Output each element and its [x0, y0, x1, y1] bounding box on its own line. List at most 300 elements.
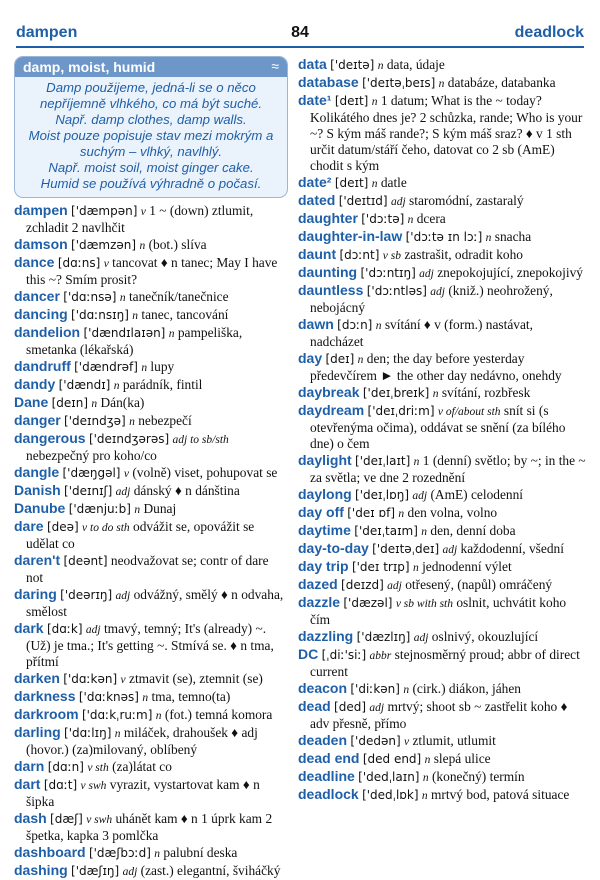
right-entry-list [298, 56, 588, 804]
entry-definition: (volně) viset, pohupovat se [132, 465, 278, 480]
entry-pronunciation: ['dæʃɪŋ] [71, 864, 120, 878]
entry-definition: parádník, fintil [122, 377, 203, 392]
entry-part-of-speech: n [168, 328, 175, 340]
entry-headword: date¹ [298, 92, 332, 108]
entry-pronunciation: ['deɪnɪʃ] [64, 484, 113, 498]
dictionary-entry [298, 768, 588, 786]
entry-headword: dauntless [298, 282, 364, 298]
dictionary-entry [14, 688, 288, 706]
left-column [14, 56, 288, 880]
entry-headword: dart [14, 776, 41, 792]
entry-pronunciation: [deɪzd] [341, 578, 384, 592]
dictionary-entry [298, 350, 588, 384]
entry-headword: danger [14, 412, 61, 428]
entry-definition: miláček, drahoušek ♦ adj (hovor.) (za)milovaný, oblíbený [26, 725, 258, 757]
dictionary-entry [14, 412, 288, 430]
entry-headword: daren't [14, 552, 61, 568]
entry-definition: (za)látat co [112, 759, 172, 774]
dictionary-entry [298, 646, 588, 680]
dictionary-entry [298, 732, 588, 750]
entry-part-of-speech: adj [115, 486, 131, 498]
entry-pronunciation: [deɪ] [325, 352, 355, 366]
entry-pronunciation: [deə] [46, 520, 79, 534]
entry-part-of-speech: n [114, 728, 121, 740]
entry-definition: snacha [494, 229, 532, 244]
dictionary-entry [14, 758, 288, 776]
entry-definition: nebezpečný pro koho/co [26, 448, 157, 463]
entry-part-of-speech: n [113, 380, 120, 392]
left-entry-list [14, 202, 288, 880]
entry-definition: dcera [416, 211, 446, 226]
dictionary-entry [14, 376, 288, 394]
entry-pronunciation: ['deɪtəˌbeɪs] [362, 76, 436, 90]
entry-part-of-speech: v [123, 468, 129, 480]
entry-pronunciation: [ded] [334, 700, 367, 714]
entry-definition: lupy [150, 359, 175, 374]
entry-part-of-speech: n [485, 232, 492, 244]
dictionary-entry [298, 56, 588, 74]
entry-headword: darken [14, 670, 60, 686]
entry-part-of-speech: n [413, 456, 420, 468]
entry-headword: dampen [14, 202, 68, 218]
entry-definition: tmavý, temný; It's (already) ~. (Už) je tma.; It's getting ~. Stmívá se. ♦ n tma, přítmí [26, 621, 274, 669]
entry-pronunciation: ['dæŋgəl] [62, 466, 121, 480]
dictionary-entry [298, 522, 588, 540]
entry-headword: dandruff [14, 358, 71, 374]
entry-part-of-speech: v sth [87, 762, 109, 774]
entry-headword: dashboard [14, 844, 86, 860]
entry-part-of-speech: n [142, 692, 149, 704]
entry-part-of-speech: n [432, 388, 439, 400]
entry-part-of-speech: v [120, 674, 126, 686]
entry-definition: (konečný) termín [431, 769, 525, 784]
dictionary-entry [298, 504, 588, 522]
entry-pronunciation: ['dedˌlaɪn] [358, 770, 420, 784]
usage-note-line: Např. damp clothes, damp walls. [55, 112, 247, 127]
entry-part-of-speech: adj [122, 866, 138, 878]
entry-definition: (kniž.) neohrožený, nebojácný [310, 283, 553, 315]
entry-pronunciation: ['dɔːntləs] [366, 284, 427, 298]
entry-pronunciation: ['deɪndʒərəs] [88, 432, 170, 446]
entry-part-of-speech: adj [430, 286, 445, 298]
entry-definition: tma, temno(ta) [151, 689, 231, 704]
entry-part-of-speech: n [141, 362, 148, 374]
entry-pronunciation: ['dɑːnsə] [63, 290, 117, 304]
entry-pronunciation: ['deɪtɪd] [338, 194, 388, 208]
dictionary-entry [298, 576, 588, 594]
entry-definition: nebezpečí [138, 413, 192, 428]
dictionary-entry [14, 670, 288, 688]
entry-part-of-speech: v to do sth [82, 522, 130, 534]
entry-part-of-speech: v sb with sth [395, 598, 453, 610]
entry-part-of-speech: n [375, 320, 382, 332]
entry-headword: daring [14, 586, 57, 602]
dictionary-entry [298, 452, 588, 486]
entry-pronunciation: [deɪt] [334, 94, 369, 108]
entry-pronunciation: [dɑːk] [46, 622, 83, 636]
entry-headword: dance [14, 254, 55, 270]
entry-headword: dazzling [298, 628, 354, 644]
entry-definition: den volna, volno [407, 505, 498, 520]
entry-definition: den, denní doba [430, 523, 516, 538]
entry-part-of-speech: n [377, 60, 384, 72]
dictionary-entry [14, 862, 288, 880]
entry-pronunciation: ['deɪˌbreɪk] [362, 386, 430, 400]
entry-pronunciation: [dæʃ] [50, 812, 83, 826]
entry-headword: daybreak [298, 384, 360, 400]
entry-part-of-speech: v [103, 258, 109, 270]
entry-definition: uhánět kam ♦ n 1 úprk kam 2 špetka, kapka 3 pomlčka [26, 811, 273, 843]
entry-definition: (zast.) elegantní, šviháčký [140, 863, 281, 878]
entry-part-of-speech: n [421, 790, 428, 802]
entry-headword: dead [298, 698, 331, 714]
entry-definition: datle [380, 175, 407, 190]
entry-part-of-speech: v of/about sth [437, 406, 501, 418]
entry-pronunciation: ['dɑːnsɪŋ] [71, 308, 129, 322]
dictionary-entry [298, 540, 588, 558]
entry-pronunciation: [dɑːt] [43, 778, 78, 792]
entry-part-of-speech: v [140, 206, 146, 218]
entry-headword: DC [298, 646, 319, 662]
dictionary-entry [14, 358, 288, 376]
entry-pronunciation: ['deɪˌdriːm] [367, 404, 435, 418]
entry-pronunciation: ['dæʃbɔːd] [88, 846, 151, 860]
entry-headword: dancer [14, 288, 60, 304]
page-header [0, 20, 600, 46]
entry-pronunciation: ['dɔːtə ɪn lɔː] [405, 230, 483, 244]
entry-part-of-speech: adj to sb/sth [172, 434, 229, 446]
entry-definition: 1 ~ (down) ztlumit, zchladit 2 navlhčit [26, 203, 254, 235]
usage-note-body [15, 77, 287, 197]
entry-headword: Danish [14, 482, 61, 498]
entry-part-of-speech: n [91, 398, 98, 410]
entry-definition: slepá ulice [433, 751, 491, 766]
entry-pronunciation: [deənt] [63, 554, 108, 568]
dictionary-entry [14, 306, 288, 324]
entry-part-of-speech: adj [85, 624, 101, 636]
entry-definition: Dunaj [143, 501, 177, 516]
entry-pronunciation: ['dɑːkˌruːm] [81, 708, 153, 722]
entry-headword: dancing [14, 306, 68, 322]
approx-icon: ≈ [271, 58, 279, 74]
entry-pronunciation: ['deɪtə] [330, 58, 375, 72]
entry-headword: dandy [14, 376, 56, 392]
entry-definition: pampeliška, smetanka (lékařská) [26, 325, 243, 357]
usage-note-line: Humid se používá výhradně o počasí. [40, 176, 262, 191]
dictionary-entry [14, 706, 288, 724]
dictionary-entry [14, 482, 288, 500]
entry-headword: daytime [298, 522, 351, 538]
guide-word-right: deadlock [514, 24, 584, 41]
dictionary-entry [14, 430, 288, 464]
entry-pronunciation: ['dedən] [350, 734, 401, 748]
entry-definition: (cirk.) diákon, jáhen [412, 681, 522, 696]
entry-definition: tanec, tancování [141, 307, 229, 322]
entry-headword: dated [298, 192, 336, 208]
entry-definition: mrtvý; shoot sb ~ zastřelit koho ♦ adv přesně, přímo [310, 699, 568, 731]
entry-headword: day-to-day [298, 540, 369, 556]
entry-headword: daylong [298, 486, 352, 502]
entry-headword: dare [14, 518, 44, 534]
entry-pronunciation: ['dæzlɪŋ] [356, 630, 411, 644]
entry-definition: oslnit, uchvátit koho čím [310, 595, 567, 627]
dictionary-entry [298, 680, 588, 698]
entry-pronunciation: [deɪt] [334, 176, 369, 190]
entry-definition: snít si (s otevřenýma očima), oddávat se snění (za bílého dne) o čem [310, 403, 566, 451]
entry-part-of-speech: n [139, 240, 146, 252]
entry-headword: dash [14, 810, 47, 826]
entry-part-of-speech: n [119, 292, 126, 304]
entry-headword: daylight [298, 452, 352, 468]
entry-definition: svítání ♦ v (form.) nastávat, nadcházet [310, 317, 533, 349]
entry-pronunciation: ['dændɪ] [58, 378, 111, 392]
entry-headword: deaden [298, 732, 348, 748]
entry-definition: dánský ♦ n dánština [133, 483, 240, 498]
entry-headword: darkness [14, 688, 76, 704]
entry-part-of-speech: v swh [80, 780, 107, 792]
entry-definition: znepokojující, znepokojivý [437, 265, 583, 280]
dictionary-entry [14, 776, 288, 810]
dictionary-entry [14, 324, 288, 358]
dictionary-entry [298, 192, 588, 210]
entry-definition: stejnosměrný proud; abbr of direct current [310, 647, 580, 679]
entry-pronunciation: [ˌdiː'siː] [321, 648, 367, 662]
entry-pronunciation: ['dændrəf] [74, 360, 138, 374]
entry-pronunciation: ['dɑːkən] [63, 672, 118, 686]
entry-definition: mrtvý bod, patová situace [431, 787, 570, 802]
dictionary-entry [298, 174, 588, 192]
entry-definition: odvážný, smělý ♦ n odvaha, smělost [26, 587, 284, 619]
entry-headword: dead end [298, 750, 360, 766]
dictionary-entry [14, 254, 288, 288]
entry-pronunciation: ['deɪˌtaɪm] [354, 524, 418, 538]
entry-definition: (bot.) slíva [148, 237, 207, 252]
dictionary-entry [298, 594, 588, 628]
entry-part-of-speech: adj [390, 196, 406, 208]
entry-headword: daughter-in-law [298, 228, 403, 244]
entry-pronunciation: [dɑːns] [57, 256, 101, 270]
page-number: 84 [291, 24, 309, 41]
entry-headword: darkroom [14, 706, 79, 722]
entry-part-of-speech: n [155, 710, 162, 722]
entry-part-of-speech: v sb [382, 250, 401, 262]
entry-definition: palubní deska [163, 845, 238, 860]
usage-note-title [15, 57, 287, 77]
entry-part-of-speech: adj [412, 490, 428, 502]
entry-part-of-speech: n [438, 78, 445, 90]
entry-pronunciation: ['deərɪŋ] [60, 588, 113, 602]
entry-part-of-speech: n [398, 508, 405, 520]
entry-pronunciation: ['dæzəl] [343, 596, 393, 610]
entry-definition: (fot.) temná komora [164, 707, 273, 722]
entry-definition: databáze, databanka [447, 75, 556, 90]
entry-pronunciation: [dɑːn] [47, 760, 84, 774]
usage-note-box [14, 56, 288, 198]
entry-pronunciation: ['deɪndʒə] [64, 414, 126, 428]
entry-headword: daydream [298, 402, 365, 418]
usage-note-line: Např. moist soil, moist ginger cake. [48, 160, 254, 175]
right-column [298, 56, 588, 804]
entry-pronunciation: ['dæmpən] [71, 204, 138, 218]
entry-definition: jednodenní výlet [422, 559, 512, 574]
entry-part-of-speech: n [407, 214, 414, 226]
entry-headword: dangle [14, 464, 60, 480]
entry-definition: den; the day before yesterday předevčírem ► the other day nedávno, onehdy [310, 351, 562, 383]
entry-part-of-speech: adj [419, 268, 434, 280]
entry-pronunciation: ['dændɪlaɪən] [83, 326, 166, 340]
dictionary-entry [14, 394, 288, 412]
entry-part-of-speech: v [404, 736, 410, 748]
entry-headword: day trip [298, 558, 349, 574]
dictionary-entry [298, 402, 588, 452]
entry-definition: neodvažovat se; contr of dare not [26, 553, 269, 585]
entry-headword: Dane [14, 394, 49, 410]
entry-definition: zastrašit, odradit koho [404, 247, 523, 262]
entry-definition: oslnivý, okouzlující [431, 629, 539, 644]
entry-definition: otřesený, (napůl) omráčený [405, 577, 553, 592]
entry-definition: svítání, rozbřesk [441, 385, 531, 400]
entry-pronunciation: ['deɪˌlɒŋ] [355, 488, 410, 502]
dictionary-entry [14, 810, 288, 844]
entry-pronunciation: ['dænjuːb] [68, 502, 131, 516]
entry-part-of-speech: n [412, 562, 419, 574]
entry-pronunciation: [ded end] [362, 752, 422, 766]
entry-headword: dazzle [298, 594, 341, 610]
entry-part-of-speech: n [371, 178, 378, 190]
entry-pronunciation: [dɔːn] [337, 318, 373, 332]
entry-pronunciation: ['dɔːtə] [361, 212, 405, 226]
entry-pronunciation: ['deɪ trɪp] [351, 560, 410, 574]
entry-definition: vyrazit, vystartovat kam ♦ n šipka [26, 777, 260, 809]
entry-pronunciation: ['deɪtəˌdeɪ] [372, 542, 440, 556]
entry-definition: odvážit se, opovážit se udělat co [26, 519, 255, 551]
entry-part-of-speech: n [371, 96, 378, 108]
dictionary-entry [298, 698, 588, 732]
entry-part-of-speech: n [132, 310, 139, 322]
entry-pronunciation: [deɪn] [51, 396, 89, 410]
usage-note-line: Moist pouze popisuje stav mezi mokrým a suchým – vlhký, navlhlý. [28, 128, 274, 159]
entry-headword: dawn [298, 316, 334, 332]
dictionary-entry [14, 724, 288, 758]
entry-definition: tancovat ♦ n tanec; May I have this ~? Smím prosit? [26, 255, 278, 287]
dictionary-entry [14, 518, 288, 552]
entry-headword: dangerous [14, 430, 86, 446]
entry-pronunciation: ['dedˌlɒk] [362, 788, 419, 802]
entry-headword: darling [14, 724, 61, 740]
dictionary-entry [298, 74, 588, 92]
entry-part-of-speech: adj [369, 702, 385, 714]
entry-headword: date² [298, 174, 332, 190]
entry-headword: deacon [298, 680, 348, 696]
dictionary-entry [14, 620, 288, 670]
entry-headword: dashing [14, 862, 68, 878]
entry-headword: dazed [298, 576, 338, 592]
entry-headword: day off [298, 504, 344, 520]
dictionary-entry [14, 500, 288, 518]
dictionary-entry [14, 236, 288, 254]
entry-pronunciation: ['dɑːknəs] [78, 690, 139, 704]
entry-part-of-speech: n [357, 354, 364, 366]
entry-part-of-speech: n [424, 754, 431, 766]
entry-part-of-speech: n [154, 848, 161, 860]
dictionary-entry [298, 228, 588, 246]
entry-headword: daughter [298, 210, 358, 226]
dictionary-entry [298, 92, 588, 174]
dictionary-entry [14, 464, 288, 482]
dictionary-entry [298, 246, 588, 264]
entry-part-of-speech: adj [413, 632, 429, 644]
dictionary-entry [298, 486, 588, 504]
entry-headword: dark [14, 620, 44, 636]
entry-part-of-speech: n [422, 772, 429, 784]
entry-headword: dandelion [14, 324, 81, 340]
entry-part-of-speech: adj [115, 590, 131, 602]
dictionary-entry [298, 210, 588, 228]
dictionary-entry [14, 586, 288, 620]
dictionary-entry [14, 552, 288, 586]
entry-definition: ztmavit (se), ztemnit (se) [129, 671, 263, 686]
entry-definition: Dán(ka) [100, 395, 145, 410]
entry-definition: data, údaje [386, 57, 445, 72]
entry-headword: database [298, 74, 359, 90]
entry-part-of-speech: abbr [369, 650, 392, 662]
dictionary-entry [298, 558, 588, 576]
dictionary-entry [298, 750, 588, 768]
dictionary-entry [298, 316, 588, 350]
entry-pronunciation: ['dɔːntɪŋ] [360, 266, 416, 280]
entry-part-of-speech: adj [442, 544, 458, 556]
entry-pronunciation: ['dɑːlɪŋ] [64, 726, 112, 740]
entry-pronunciation: [dɔːnt] [339, 248, 380, 262]
entry-headword: deadline [298, 768, 355, 784]
entry-definition: tanečník/tanečnice [128, 289, 229, 304]
entry-headword: daunting [298, 264, 358, 280]
usage-note-line: Damp použijeme, jedná-li se o něco nepříjemně vlhkého, co má být suché. [39, 80, 263, 111]
entry-part-of-speech: v swh [86, 814, 113, 826]
entry-pronunciation: ['diːkən] [350, 682, 400, 696]
entry-headword: data [298, 56, 327, 72]
entry-definition: 1 (denní) světlo; by ~; in the ~ za světla; ve dne 2 rozednění [310, 453, 586, 485]
dictionary-entry [298, 264, 588, 282]
entry-part-of-speech: n [421, 526, 428, 538]
dictionary-entry [298, 628, 588, 646]
dictionary-entry [298, 786, 588, 804]
entry-headword: darn [14, 758, 45, 774]
usage-note-title-text: damp, moist, humid [23, 59, 156, 75]
entry-definition: 1 datum; What is the ~ today? Kolikátého dnes je? 2 schůzka, rande; Who is your ~? S kým máš rande?; S kým máš sraz? ♦ v 1 sth určit datum/stáří čeho, datovat co 2 sb (AmE) chodit s kým [310, 93, 583, 173]
entry-pronunciation: ['deɪ ɒf] [347, 506, 396, 520]
entry-part-of-speech: n [403, 684, 410, 696]
entry-pronunciation: ['dæmzən] [71, 238, 137, 252]
header-rule [16, 46, 584, 48]
entry-definition: (AmE) celodenní [430, 487, 524, 502]
dictionary-entry [14, 288, 288, 306]
dictionary-entry [298, 384, 588, 402]
entry-part-of-speech: n [134, 504, 141, 516]
entry-headword: daunt [298, 246, 337, 262]
entry-part-of-speech: n [129, 416, 135, 428]
dictionary-entry [14, 202, 288, 236]
dictionary-entry [14, 844, 288, 862]
entry-definition: staromódní, zastaralý [409, 193, 524, 208]
entry-headword: damson [14, 236, 68, 252]
entry-headword: Danube [14, 500, 66, 516]
entry-pronunciation: ['deɪˌlaɪt] [355, 454, 411, 468]
guide-word-left: dampen [16, 24, 78, 41]
dictionary-entry [298, 282, 588, 316]
entry-headword: day [298, 350, 323, 366]
entry-headword: deadlock [298, 786, 359, 802]
